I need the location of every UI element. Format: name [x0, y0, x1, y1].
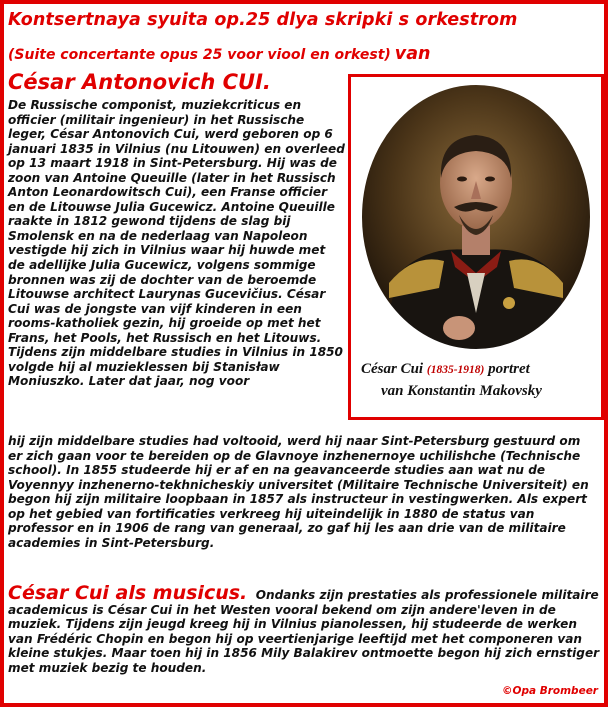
biography-paragraph-bottom: hij zijn middelbare studies had voltooid, werd hij naar Sint-Petersburg gestuurd om er zich gaan voor te bereiden op de Glavnoye inzhenernoye uchilishche (Technische school). In 1855 studeerde hij er af en na geavanceerde studies aan wat nu de Voyennyy inzhenerno-tekhnicheskiy universitet (Militaire Technische Universiteit) en begon hij zijn militaire loopbaan in 1857 als instructeur in vestingwerken. Als expert op het gebied van fortificaties verkreeg hij uiteindelijk in 1880 de status van professor en in 1906 de rang van generaal, zo gaf hij les aan drie van de militaire academies in Sint-Petersburg.	[8, 434, 589, 550]
page-title: Kontsertnaya syuita op.25 dlya skripki s orkestrom	[8, 10, 518, 30]
caption-word: portret	[488, 361, 530, 377]
caption-name: César Cui	[361, 361, 424, 377]
composer-name: César Antonovich CUI.	[8, 70, 271, 94]
musician-text: Ondanks zijn prestaties als professionele militaire academicus is César Cui in het Westen vooral bekend om zijn andere'leven in de muziek. Tijdens zijn jeugd kreeg hij in Vilnius pianolessen, hij studeerde de werken van Frédéric Chopin en begon hij op veertienjarige leeftijd met het componeren van kleine stukjes. Maar toen hij in 1856 Mily Balakirev ontmoette begon hij zich ernstiger met muziek bezig te houden.	[8, 588, 600, 675]
musician-section	[8, 582, 600, 675]
subtitle-van: van	[394, 44, 431, 64]
subtitle-text: (Suite concertante opus 25 voor viool en orkest)	[8, 47, 391, 63]
caption-years: (1835-1918)	[426, 364, 485, 376]
musician-heading: César Cui als musicus.	[8, 582, 248, 604]
biography-paragraph-top: De Russische componist, muziekcriticus en officier (militair ingenieur) in het Russische leger, César Antonovich Cui, werd geboren op 6 januari 1835 in Vilnius (nu Litouwen) en overleed op 13 maart 1918 in Sint-Petersburg. Hij was de zoon van Antoine Queuille (later in het Russisch Anton Leonardowitsch Cui), een Franse officier en de Litouwse Julia Gucewicz. Antoine Queuille raakte in 1812 gewond tijdens de slag bij Smolensk en na de nederlaag van Napoleon vestigde hij zich in Vilnius waar hij huwde met de adellijke Julia Gucewicz, volgens sommige bronnen was zij de dochter van de beroemde Litouwse architect Laurynas Gucevičius. César Cui was de jongste van vijf kinderen in een rooms-katholiek gezin, hij groeide op met het Frans, het Pools, het Russisch en het Litouws. Tijdens zijn middelbare studies in Vilnius in 1850 volgde hij al muzieklessen bij Stanisław Moniuszko. Later dat jaar, nog voor	[8, 98, 345, 389]
portrait-caption	[361, 361, 530, 378]
portrait-image	[359, 83, 593, 351]
portrait-frame	[348, 74, 604, 420]
portrait-caption-line2: van Konstantin Makovsky	[381, 383, 542, 399]
credit-text: ©Opa Brombeer	[502, 685, 598, 697]
page-subtitle	[8, 44, 430, 64]
